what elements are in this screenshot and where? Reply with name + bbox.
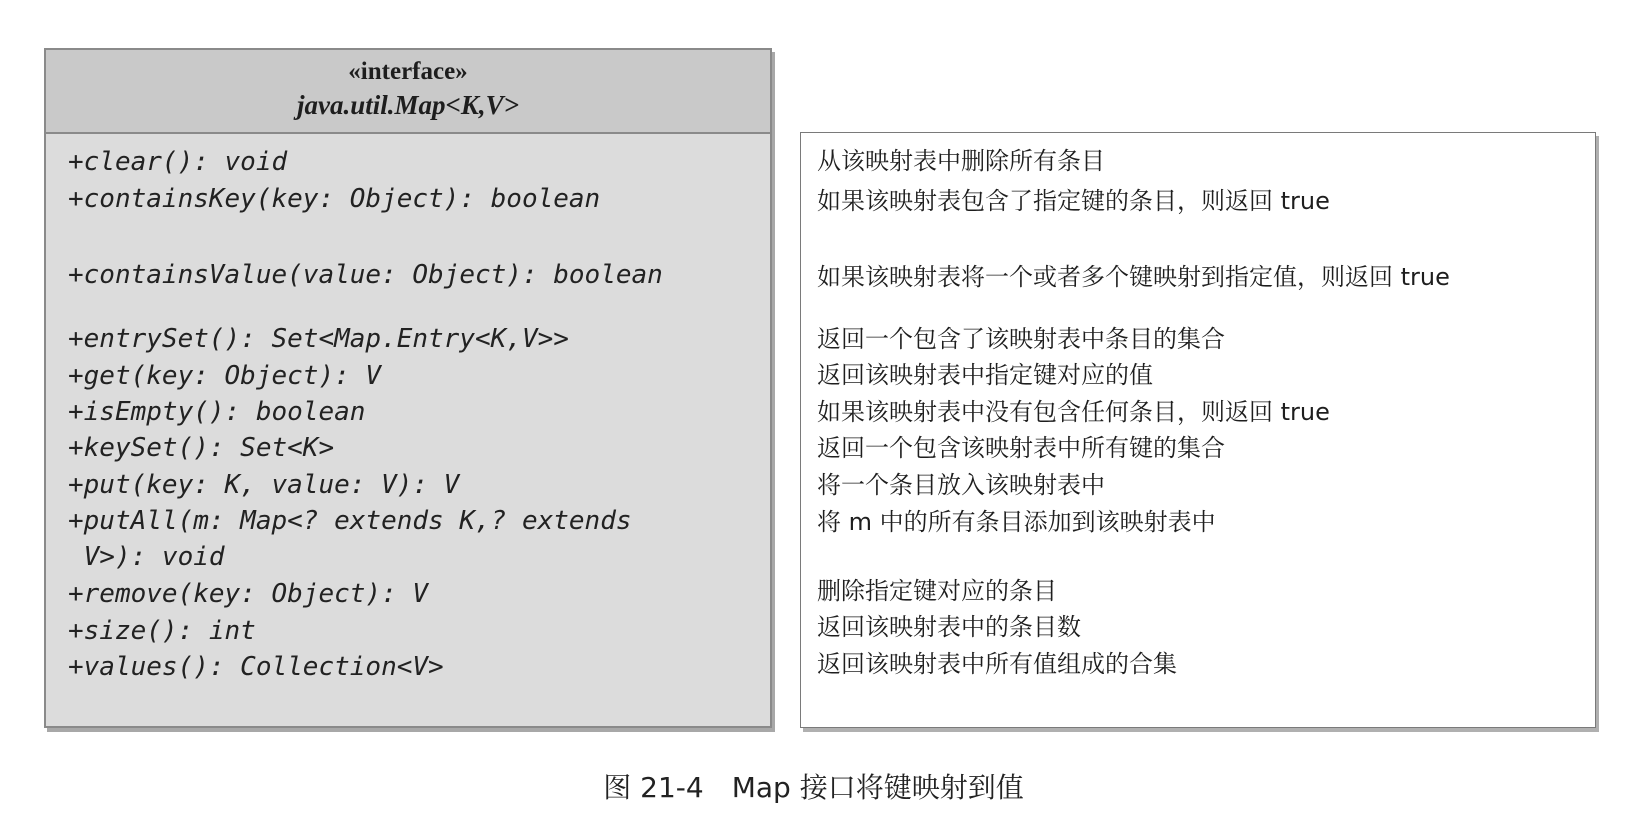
description-box xyxy=(800,132,1596,728)
method-contains-key: +containsKey(key: Object): boolean xyxy=(68,184,601,214)
desc-is-empty: 如果该映射表中没有包含任何条目，则返回 true xyxy=(817,398,1330,426)
method-put-all-continued: V>): void xyxy=(68,542,225,572)
uml-header xyxy=(46,50,770,134)
desc-remove: 删除指定键对应的条目 xyxy=(817,577,1057,605)
desc-put-all: 将 m 中的所有条目添加到该映射表中 xyxy=(817,508,1216,536)
method-contains-value: +containsValue(value: Object): boolean xyxy=(68,260,663,290)
method-remove: +remove(key: Object): V xyxy=(68,579,429,609)
desc-contains-value: 如果该映射表将一个或者多个键映射到指定值，则返回 true xyxy=(817,263,1450,291)
method-size: +size(): int xyxy=(68,616,256,646)
method-key-set: +keySet(): Set<K> xyxy=(68,433,335,463)
desc-clear: 从该映射表中删除所有条目 xyxy=(817,147,1105,175)
method-entry-set: +entrySet(): Set<Map.Entry<K,V>> xyxy=(68,324,569,354)
desc-entry-set: 返回一个包含了该映射表中条目的集合 xyxy=(817,325,1225,353)
desc-contains-key: 如果该映射表包含了指定键的条目，则返回 true xyxy=(817,187,1330,215)
desc-put: 将一个条目放入该映射表中 xyxy=(817,471,1105,499)
method-is-empty: +isEmpty(): boolean xyxy=(68,397,366,427)
figure-caption: 图 21-4 Map 接口将键映射到值 xyxy=(603,771,1024,804)
method-clear: +clear(): void xyxy=(68,147,288,177)
desc-values: 返回该映射表中所有值组成的合集 xyxy=(817,650,1177,678)
method-values: +values(): Collection<V> xyxy=(68,652,444,682)
desc-key-set: 返回一个包含该映射表中所有键的集合 xyxy=(817,434,1225,462)
desc-size: 返回该映射表中的条目数 xyxy=(817,613,1081,641)
method-put-all: +putAll(m: Map<? extends K,? extends xyxy=(68,506,632,536)
interface-name: java.util.Map<K,V> xyxy=(296,90,520,120)
uml-interface-box xyxy=(44,48,772,728)
desc-get: 返回该映射表中指定键对应的值 xyxy=(817,361,1153,389)
method-get: +get(key: Object): V xyxy=(68,361,382,391)
stereotype-label: «interface» xyxy=(348,58,468,85)
method-put: +put(key: K, value: V): V xyxy=(68,470,460,500)
